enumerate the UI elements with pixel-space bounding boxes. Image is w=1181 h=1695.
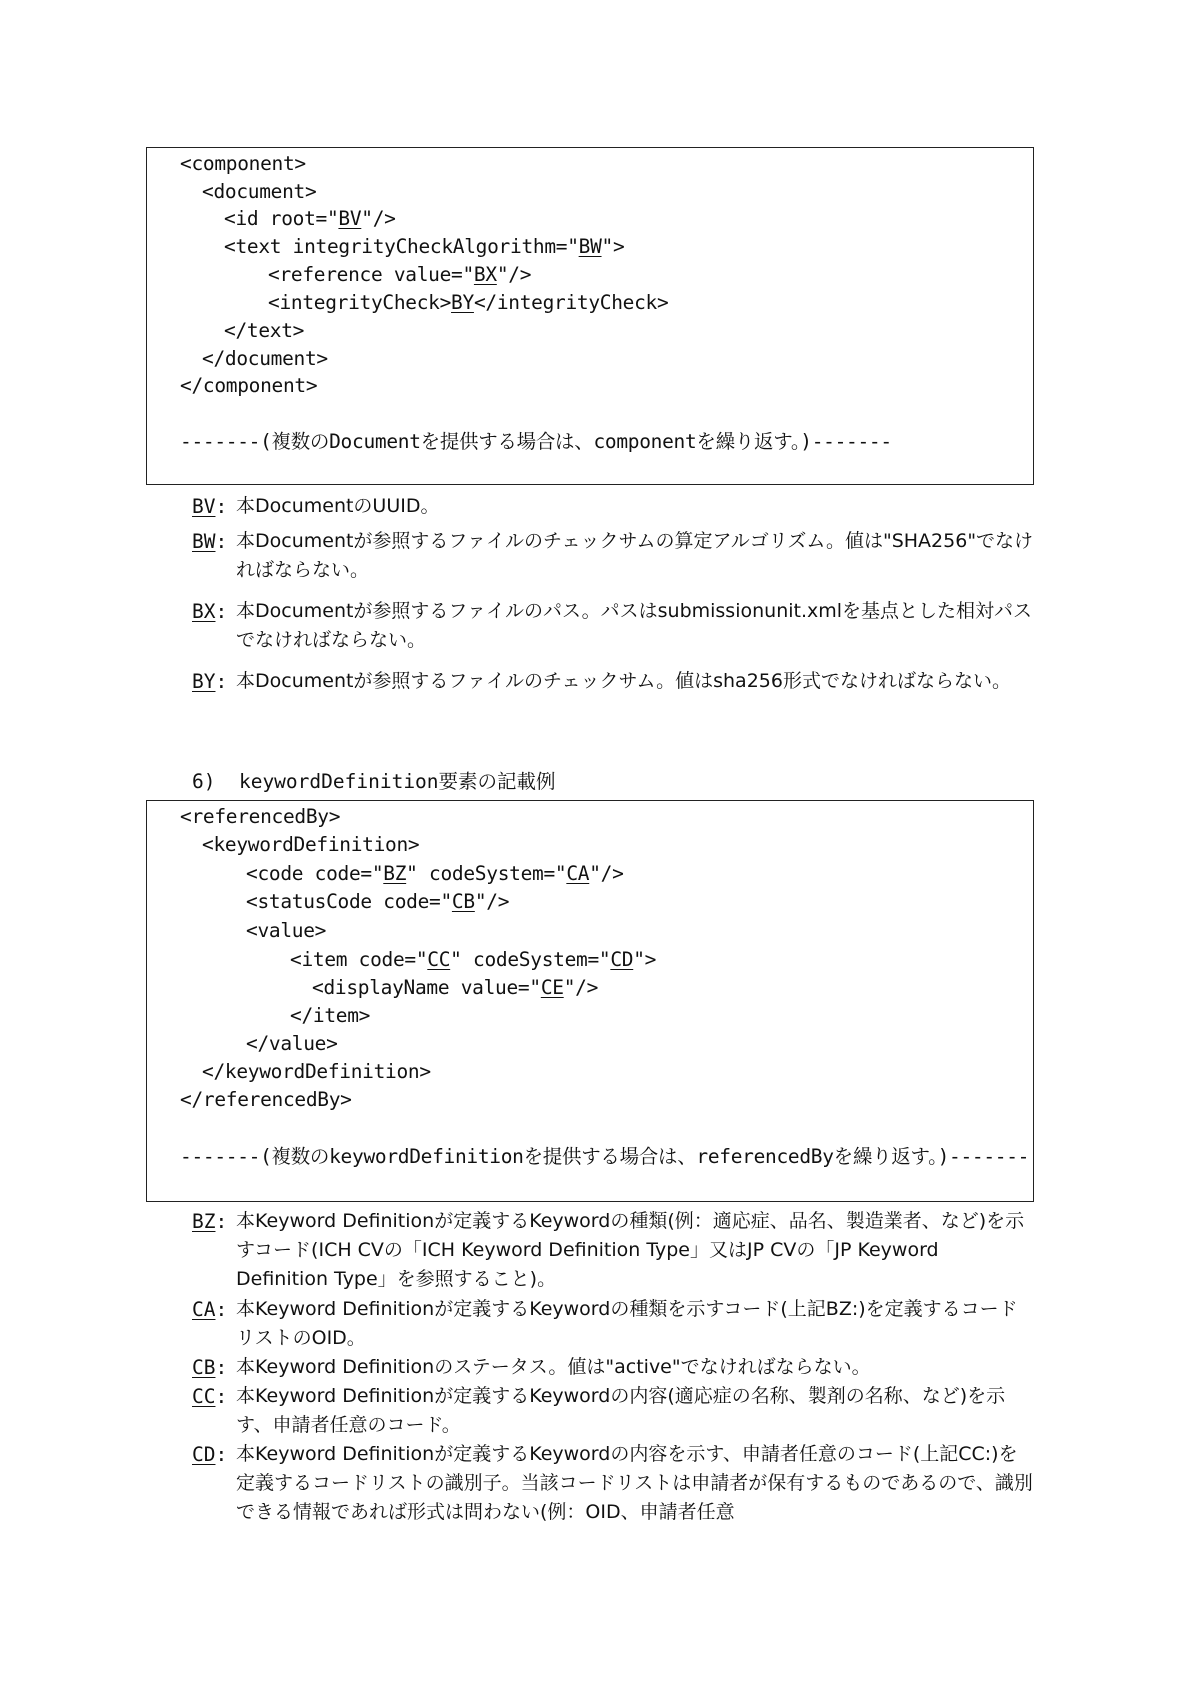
code-text: </text> (224, 319, 305, 342)
definition-colon: : (215, 1385, 228, 1408)
code-line (180, 803, 340, 831)
code-line (246, 860, 624, 888)
code-line (180, 428, 892, 456)
definition-colon: : (215, 1443, 228, 1466)
code-line (202, 178, 316, 206)
placeholder-code: CB (451, 890, 475, 913)
code-text: </value> (246, 1032, 338, 1055)
definition-label (192, 1353, 227, 1382)
placeholder-code: BV (338, 207, 362, 230)
placeholder-code: BZ (383, 862, 407, 885)
code-text: <document> (202, 180, 317, 203)
code-line (268, 261, 531, 289)
placeholder-code: CA (566, 862, 590, 885)
definition-label (192, 1295, 227, 1324)
code-line (224, 317, 304, 345)
code-text: "> (633, 948, 657, 971)
placeholder-code: BX (473, 263, 497, 286)
definition-label (192, 597, 227, 626)
definition-code: BW (192, 530, 216, 553)
definition-code: BX (192, 600, 216, 623)
definition-colon: : (215, 530, 228, 553)
code-text: </referencedBy> (180, 1088, 352, 1111)
definition-code: BV (192, 495, 216, 518)
definition-label (192, 1207, 227, 1236)
code-text: <component> (180, 152, 306, 175)
code-text: " codeSystem=" (450, 948, 611, 971)
definition-code: BZ (192, 1210, 216, 1233)
code-text: <id root=" (224, 207, 339, 230)
code-text: </keywordDefinition> (202, 1060, 431, 1083)
definition-colon: : (215, 1356, 228, 1379)
placeholder-code: CE (540, 976, 564, 999)
definition-code: BY (192, 670, 216, 693)
code-text: " codeSystem=" (406, 862, 567, 885)
section-heading-keyword-definition: 6) keywordDefinition要素の記載例 (192, 770, 556, 793)
code-text: "/> (474, 890, 510, 913)
definition-text: 本Documentが参照するファイルのチェックサム。値はsha256形式でなければならない。 (236, 670, 1011, 692)
code-text: "/> (563, 976, 599, 999)
definition-colon: : (215, 1210, 228, 1233)
definition-text: 本Keyword Definitionが定義するKeywordの種類を示すコード(上記BZ:)を定義するコードリストのOID。 (236, 1298, 1018, 1349)
code-text: </integrityCheck> (473, 291, 669, 314)
code-text: <displayName value=" (312, 976, 541, 999)
definition-label (192, 1440, 227, 1469)
definition-colon: : (215, 670, 228, 693)
code-text: "> (601, 235, 625, 258)
code-line (290, 946, 656, 974)
definition-text: 本Keyword Definitionが定義するKeywordの種類(例：適応症、品名、製造業者、など)を示すコード(ICH CVの「ICH Keyword Definition Type」又はJP CVの「JP Keyword Definition Type」を参照すること)。 (236, 1210, 1025, 1290)
code-text: <text integrityCheckAlgorithm=" (224, 235, 579, 258)
code-line (180, 372, 317, 400)
code-text: "/> (496, 263, 532, 286)
code-text: </component> (180, 374, 318, 397)
definition-colon: : (215, 1298, 228, 1321)
definition-label (192, 667, 227, 696)
placeholder-code: BW (578, 235, 602, 258)
code-line (202, 1058, 431, 1086)
code-text: <reference value=" (268, 263, 474, 286)
code-text: <statusCode code=" (246, 890, 452, 913)
code-text: </item> (290, 1004, 371, 1027)
definition-label (192, 1382, 227, 1411)
code-text: <value> (246, 919, 327, 942)
definition-colon: : (215, 495, 228, 518)
code-line (180, 1086, 352, 1114)
code-line (246, 888, 509, 916)
code-line (268, 289, 668, 317)
definition-text: 本DocumentのUUID。 (236, 495, 440, 517)
code-text: "/> (589, 862, 624, 885)
definition-text: 本Keyword Definitionが定義するKeywordの内容(適応症の名称、製剤の名称、など)を示す、申請者任意のコード。 (236, 1385, 1006, 1436)
placeholder-code: BY (451, 291, 474, 314)
code-text: -------(複数のkeywordDefinitionを提供する場合は、referencedByを繰り返す。)------- (180, 1145, 1030, 1168)
definition-label (192, 527, 227, 556)
placeholder-code: CD (610, 948, 634, 971)
code-line (312, 974, 598, 1002)
placeholder-code: CC (427, 948, 451, 971)
definition-text: 本Keyword Definitionのステータス。値は"active"でなければならない。 (236, 1356, 871, 1378)
definition-code: CC (192, 1385, 216, 1408)
code-text: -------(複数のDocumentを提供する場合は、componentを繰り返す。)------- (180, 430, 892, 453)
code-line (246, 917, 326, 945)
code-line (180, 1143, 1029, 1171)
code-text: </document> (202, 347, 328, 370)
code-line (224, 233, 624, 261)
definition-text: 本Documentが参照するファイルのパス。パスはsubmissionunit.xmlを基点とした相対パスでなければならない。 (236, 600, 1033, 651)
code-line (180, 150, 306, 178)
definition-label (192, 492, 227, 521)
definition-code: CA (192, 1298, 216, 1321)
definition-text: 本Keyword Definitionが定義するKeywordの内容を示す、申請者任意のコード(上記CC:)を定義するコードリストの識別子。当該コードリストは申請者が保有するものであるので、識別できる情報であれば形式は問わない(例：OID、申請者任意 (236, 1443, 1033, 1523)
code-text: <referencedBy> (180, 805, 341, 828)
code-line (202, 345, 328, 373)
code-text: <item code=" (290, 948, 428, 971)
definition-text: 本Documentが参照するファイルのチェックサムの算定アルゴリズム。値は"SHA256"でなければならない。 (236, 530, 1034, 581)
definition-colon: : (215, 600, 228, 623)
code-text: <keywordDefinition> (202, 833, 420, 856)
code-line (246, 1030, 338, 1058)
definition-code: CB (192, 1356, 216, 1379)
code-text: <integrityCheck> (268, 291, 452, 314)
code-text: "/> (361, 207, 396, 230)
code-line (290, 1002, 370, 1030)
code-line (202, 831, 419, 859)
code-text: <code code=" (246, 862, 384, 885)
definition-code: CD (192, 1443, 216, 1466)
code-line (224, 205, 396, 233)
